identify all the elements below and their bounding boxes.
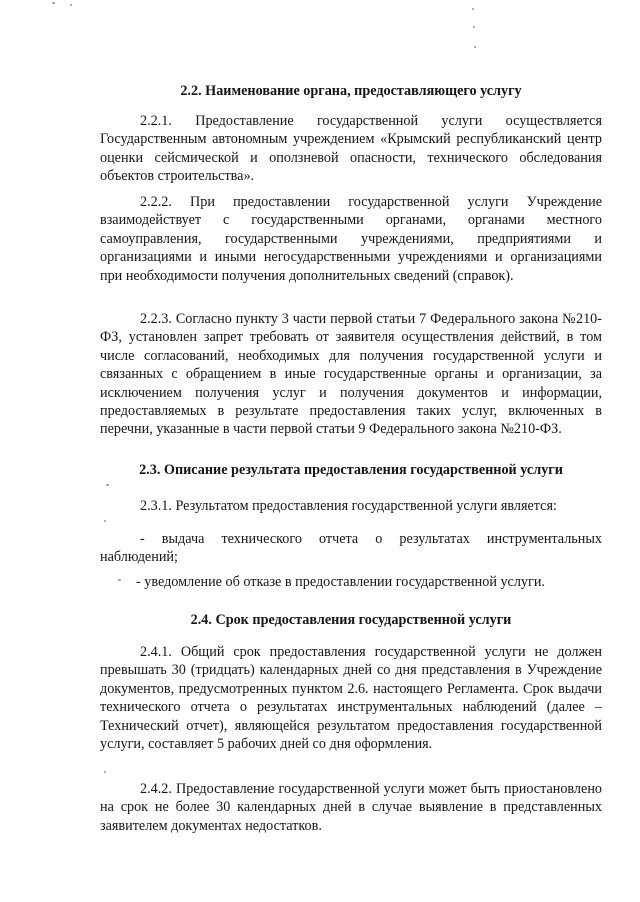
result-item-refusal: - уведомление об отказе в предоставлении государственной услуги. [136, 574, 545, 590]
scan-speck [70, 4, 72, 6]
paragraph-2-4-1: 2.4.1. Общий срок предоставления государственной услуги не должен превышать 30 (тридцать) календарных дней со дня представления в Учреждение документов, предусмотренных пунктом 2.6. настоящего Регламента. Срок выдачи технического отчета о результатах инструментальных наблюдений (далее – Технический отчет), являющейся результатом предоставления государственной услуги, составляет 5 рабочих дней со дня оформления. [100, 644, 602, 753]
paragraph-2-3-1: 2.3.1. Результатом предоставления государственной услуги является: [140, 498, 557, 514]
paragraph-2-2-3: 2.2.3. Согласно пункту 3 части первой статьи 7 Федерального закона №210-ФЗ, установлен запрет требовать от заявителя осуществления действий, в том числе согласований, необходимых для получения государственной услуги и связанных с обращением в иные государственные органы и организации, за исключением получения услуг и получения документов и информации, предоставляемых в результате предоставления таких услуг, включенных в перечни, указанные в части первой статьи 9 Федерального закона №210-ФЗ. [100, 311, 602, 438]
scan-speck [52, 2, 55, 4]
paragraph-2-2-2: 2.2.2. При предоставлении государственной услуги Учреждение взаимодействует с государственными органами, органами местного самоуправления, государственными учреждениями, предприятиями и организациями и иными негосударственными учреждениями и организациями при необходимости получения дополнительных сведений (справок). [100, 194, 602, 284]
scan-speck [106, 484, 109, 486]
scan-speck [104, 520, 106, 522]
paragraph-2-2-1: 2.2.1. Предоставление государственной услуги осуществляется Государственным автономным учреждением «Крымский республиканский центр оценки сейсмической и оползневой опасности, технического обследования объектов строительства». [100, 113, 602, 185]
scan-speck [473, 26, 475, 28]
section-heading-2-2: 2.2. Наименование органа, предоставляющего услугу [180, 83, 522, 99]
scan-speck [118, 579, 121, 581]
section-heading-2-4: 2.4. Срок предоставления государственной услуги [190, 612, 512, 628]
paragraph-2-4-2: 2.4.2. Предоставление государственной услуги может быть приостановлено на срок не более 30 календарных дней в случае выявление в представленных заявителем документах недостатков. [100, 781, 602, 834]
scan-speck [472, 8, 474, 10]
section-heading-2-3: 2.3. Описание результата предоставления государственной услуги [139, 462, 563, 478]
result-item-report: - выдача технического отчета о результатах инструментальных наблюдений; [100, 531, 602, 566]
scan-speck [104, 771, 106, 773]
scan-speck [474, 46, 476, 48]
